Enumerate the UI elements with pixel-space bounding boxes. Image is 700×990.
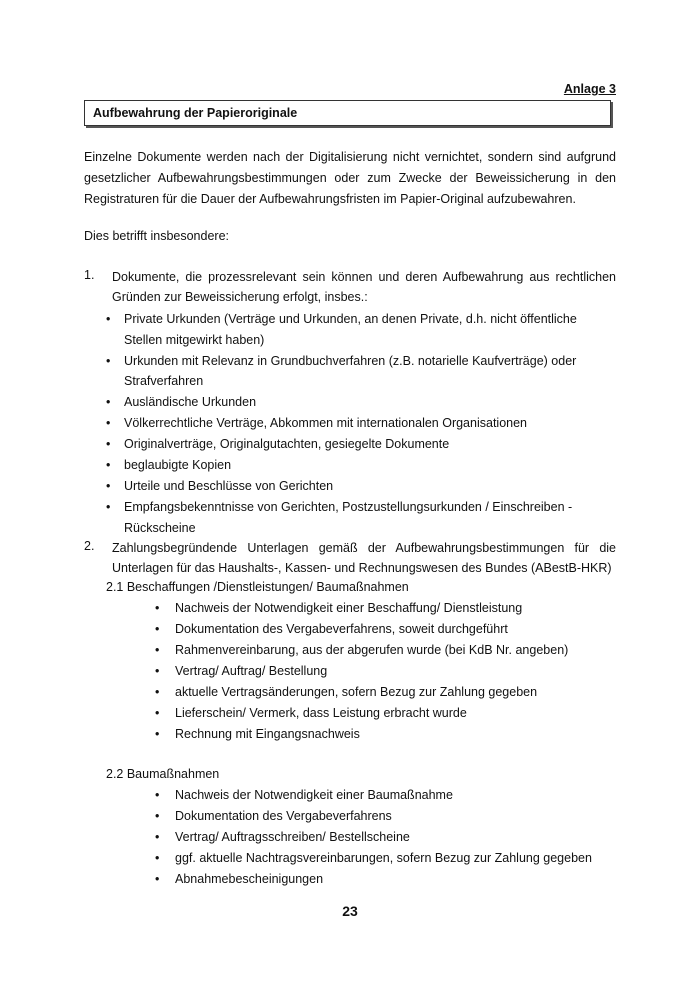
list-item: • Empfangsbekenntnisse von Gerichten, Postzustellungsurkunden / Einschreiben -Rückscheine <box>106 497 616 538</box>
section-title: Aufbewahrung der Papieroriginale <box>93 106 298 120</box>
sub2-heading: 2.2 Baumaßnahmen <box>106 767 220 781</box>
intro-paragraph: Einzelne Dokumente werden nach der Digitalisierung nicht vernichtet, sondern sind aufgrund gesetzlicher Aufbewahrungsbestimmungen oder zum Zwecke der Beweissicherung in den Registraturen für die Dauer der Aufbewahrungsfristen im Papier-Original aufzubewahren. <box>84 150 616 206</box>
sub1-heading: 2.1 Beschaffungen /Dienstleistungen/ Baumaßnahmen <box>106 580 409 594</box>
list-item: • Rahmenvereinbarung, aus der abgerufen wurde (bei KdB Nr. angeben) <box>155 640 616 661</box>
subintro: Dies betrifft insbesondere: <box>84 229 229 243</box>
list-item: • Ausländische Urkunden <box>106 392 616 413</box>
item1-bullet-list <box>106 309 616 539</box>
sub1-bullet-list <box>155 598 616 745</box>
list-item: • Vertrag/ Auftragsschreiben/ Bestellscheine <box>155 827 616 848</box>
list-item: • Nachweis der Notwendigkeit einer Baumaßnahme <box>155 785 616 806</box>
list-item: • Urkunden mit Relevanz in Grundbuchverfahren (z.B. notarielle Kaufverträge) oder Strafverfahren <box>106 351 616 392</box>
list-item: • Völkerrechtliche Verträge, Abkommen mit internationalen Organisationen <box>106 413 616 434</box>
item1-text: Dokumente, die prozessrelevant sein können und deren Aufbewahrung aus rechtlichen Gründen zur Beweissicherung erfolgt, insbes.: <box>112 270 616 304</box>
list-item: • Originalverträge, Originalgutachten, gesiegelte Dokumente <box>106 434 616 455</box>
sub2-bullet-list <box>155 785 616 890</box>
item2-text: Zahlungsbegründende Unterlagen gemäß der Aufbewahrungsbestimmungen für die Unterlagen für das Haushalts-, Kassen- und Rechnungswesen des Bundes (ABestB-HKR) <box>112 541 616 575</box>
list-item: • Urteile und Beschlüsse von Gerichten <box>106 476 616 497</box>
item1-number: 1. <box>84 268 95 282</box>
list-item: • Dokumentation des Vergabeverfahrens, soweit durchgeführt <box>155 619 616 640</box>
list-item: • Dokumentation des Vergabeverfahrens <box>155 806 616 827</box>
list-item: • beglaubigte Kopien <box>106 455 616 476</box>
list-item: • Vertrag/ Auftrag/ Bestellung <box>155 661 616 682</box>
list-item: • ggf. aktuelle Nachtragsvereinbarungen, sofern Bezug zur Zahlung gegeben <box>155 848 616 869</box>
item2-number: 2. <box>84 539 95 553</box>
list-item: • Private Urkunden (Verträge und Urkunden, an denen Private, d.h. nicht öffentliche Stellen mitgewirkt haben) <box>106 309 616 350</box>
list-item: • Rechnung mit Eingangsnachweis <box>155 724 616 745</box>
list-item: • Nachweis der Notwendigkeit einer Beschaffung/ Dienstleistung <box>155 598 616 619</box>
section-title-box <box>84 100 611 126</box>
list-item: • Lieferschein/ Vermerk, dass Leistung erbracht wurde <box>155 703 616 724</box>
page-number: 23 <box>342 903 358 919</box>
list-item: • aktuelle Vertragsänderungen, sofern Bezug zur Zahlung gegeben <box>155 682 616 703</box>
annex-label: Anlage 3 <box>563 82 616 96</box>
list-item: • Abnahmebescheinigungen <box>155 869 616 890</box>
